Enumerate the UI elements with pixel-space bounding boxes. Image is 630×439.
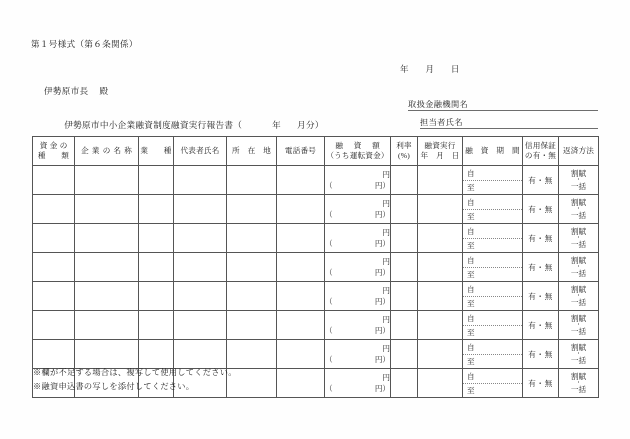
cell-loan-amount[interactable] — [325, 369, 391, 398]
cell-repayment[interactable] — [559, 369, 599, 398]
cell-company-name[interactable] — [75, 253, 139, 282]
yen-mark-top: 円 — [382, 286, 390, 295]
yen-paren-right: 円） — [374, 355, 390, 364]
footnote-1: ※欄が不足する場合は、複写して使用してください。 — [33, 368, 237, 377]
cell-guarantee[interactable]: 有・無 — [523, 340, 559, 369]
cell-address[interactable] — [227, 253, 277, 282]
repay-installment-option[interactable]: 割賦 — [570, 168, 587, 178]
col-header-address: 所 在 地 — [227, 137, 277, 166]
paren-left: （ — [325, 326, 333, 335]
table-row — [33, 340, 599, 369]
cell-guarantee[interactable]: 有・無 — [523, 282, 559, 311]
repay-lump-option[interactable]: 一括 — [570, 210, 587, 220]
paren-left: （ — [325, 297, 333, 306]
repay-separator: ・ — [575, 350, 582, 357]
period-to-row[interactable]: 至 — [467, 298, 475, 308]
period-from-row[interactable]: 自 — [463, 167, 522, 181]
cell-representative[interactable] — [174, 195, 227, 224]
date-day-label: 日 — [450, 64, 460, 74]
cell-phone[interactable] — [277, 166, 325, 195]
yen-mark-top: 円 — [382, 373, 390, 382]
cell-loan-period[interactable] — [463, 253, 523, 282]
cell-industry[interactable] — [139, 195, 174, 224]
cell-loan-amount[interactable] — [325, 282, 391, 311]
cell-representative[interactable] — [174, 311, 227, 340]
cell-fund-type[interactable] — [33, 340, 75, 369]
cell-loan-amount[interactable] — [325, 166, 391, 195]
cell-phone[interactable] — [277, 253, 325, 282]
yen-mark-top: 円 — [382, 170, 390, 179]
cell-company-name[interactable] — [75, 340, 139, 369]
cell-rate[interactable] — [391, 253, 418, 282]
cell-company-name[interactable] — [75, 224, 139, 253]
cell-guarantee[interactable]: 有・無 — [523, 166, 559, 195]
yen-paren-right: 円） — [374, 326, 390, 335]
cell-rate[interactable] — [391, 195, 418, 224]
table-row — [33, 195, 599, 224]
repay-lump-option[interactable]: 一括 — [570, 355, 587, 365]
paren-left: （ — [325, 210, 333, 219]
col-header-repayment: 返済方法 — [559, 137, 599, 166]
cell-representative[interactable] — [174, 282, 227, 311]
title-year-label: 年 — [272, 120, 282, 130]
repay-installment-option[interactable]: 割賦 — [570, 197, 587, 207]
cell-fund-type[interactable] — [33, 166, 75, 195]
title-month-suffix: 月分） — [297, 120, 324, 130]
yen-mark-top: 円 — [382, 257, 390, 266]
yen-paren-right: 円） — [374, 384, 390, 393]
col-header-company-name: 企業の名称 — [75, 137, 139, 166]
repay-lump-option[interactable]: 一括 — [570, 181, 587, 191]
col-header-phone: 電話番号 — [277, 137, 325, 166]
paren-left: （ — [325, 384, 333, 393]
paren-left: （ — [325, 181, 333, 190]
period-from-row[interactable]: 自 — [463, 370, 522, 384]
repay-separator: ・ — [575, 205, 582, 212]
repay-installment-option[interactable]: 割賦 — [570, 284, 587, 294]
yen-mark-top: 円 — [382, 199, 390, 208]
repay-installment-option[interactable]: 割賦 — [570, 255, 587, 265]
cell-fund-type[interactable] — [33, 224, 75, 253]
repay-separator: ・ — [575, 234, 582, 241]
footnote-2: ※融資申込書の写しを添付してください。 — [33, 382, 195, 391]
cell-fund-type[interactable] — [33, 195, 75, 224]
repay-lump-option[interactable]: 一括 — [570, 297, 587, 307]
col-header-guarantee: 信用保証 の有・無 — [523, 137, 559, 166]
repay-separator: ・ — [575, 176, 582, 183]
page-title — [36, 119, 352, 131]
yen-mark-top: 円 — [382, 228, 390, 237]
period-to-row[interactable]: 至 — [467, 240, 475, 250]
cell-address[interactable] — [227, 195, 277, 224]
col-header-rate: 利率 (%) — [391, 137, 418, 166]
cell-phone[interactable] — [277, 340, 325, 369]
table-body — [33, 166, 599, 398]
cell-loan-amount[interactable] — [325, 311, 391, 340]
cell-industry[interactable] — [139, 224, 174, 253]
cell-exec-date[interactable] — [418, 253, 463, 282]
cell-guarantee[interactable]: 有・無 — [523, 224, 559, 253]
date-month-label: 月 — [425, 64, 435, 74]
period-to-row[interactable]: 至 — [467, 269, 475, 279]
cell-loan-period[interactable] — [463, 340, 523, 369]
footnotes — [33, 366, 237, 394]
cell-rate[interactable] — [391, 224, 418, 253]
repay-lump-option[interactable]: 一括 — [570, 268, 587, 278]
cell-address[interactable] — [227, 282, 277, 311]
yen-paren-right: 円） — [374, 210, 390, 219]
cell-loan-amount[interactable] — [325, 340, 391, 369]
period-to-row[interactable]: 至 — [467, 356, 475, 366]
cell-loan-amount[interactable] — [325, 224, 391, 253]
repay-lump-option[interactable]: 一括 — [570, 326, 587, 336]
cell-guarantee[interactable]: 有・無 — [523, 369, 559, 398]
institution-name-field[interactable] — [408, 97, 598, 111]
repay-installment-option[interactable]: 割賦 — [570, 342, 587, 352]
cell-repayment[interactable] — [559, 340, 599, 369]
yen-paren-right: 円） — [374, 239, 390, 248]
paren-left: （ — [325, 239, 333, 248]
cell-representative[interactable] — [174, 253, 227, 282]
period-from-row[interactable]: 自 — [463, 283, 522, 297]
cell-rate[interactable] — [391, 282, 418, 311]
period-to-row[interactable]: 至 — [467, 385, 475, 395]
col-header-loan-period: 融 資 期 間 — [463, 137, 523, 166]
cell-industry[interactable] — [139, 166, 174, 195]
loan-report-table — [32, 136, 599, 398]
table-row — [33, 224, 599, 253]
cell-rate[interactable] — [391, 340, 418, 369]
repay-separator: ・ — [575, 379, 582, 386]
yen-paren-right: 円） — [374, 297, 390, 306]
cell-rate[interactable] — [391, 311, 418, 340]
repay-separator: ・ — [575, 263, 582, 270]
cell-loan-period[interactable] — [463, 282, 523, 311]
cell-address[interactable] — [227, 311, 277, 340]
yen-paren-right: 円） — [374, 268, 390, 277]
period-from-row[interactable]: 自 — [463, 254, 522, 268]
addressee-name: 伊勢原市長 — [44, 86, 89, 96]
repay-lump-option[interactable]: 一括 — [570, 239, 587, 249]
cell-rate[interactable] — [391, 166, 418, 195]
paren-left: （ — [325, 355, 333, 364]
cell-phone[interactable] — [277, 282, 325, 311]
col-header-loan-amount: 融 資 額 （うち運転資金） — [325, 137, 391, 166]
cell-guarantee[interactable]: 有・無 — [523, 311, 559, 340]
cell-exec-date[interactable] — [418, 369, 463, 398]
cell-address[interactable] — [227, 224, 277, 253]
period-from-row[interactable]: 自 — [463, 312, 522, 326]
period-from-row[interactable]: 自 — [463, 225, 522, 239]
col-header-industry: 業 種 — [139, 137, 174, 166]
yen-mark-top: 円 — [382, 315, 390, 324]
yen-paren-right: 円） — [374, 181, 390, 190]
col-header-exec-date: 融資実行 年 月 日 — [418, 137, 463, 166]
table-row — [33, 311, 599, 340]
paren-left: （ — [325, 268, 333, 277]
date-line — [400, 63, 460, 75]
cell-fund-type[interactable] — [33, 311, 75, 340]
cell-fund-type[interactable] — [33, 253, 75, 282]
cell-fund-type[interactable] — [33, 282, 75, 311]
repay-separator: ・ — [575, 292, 582, 299]
cell-company-name[interactable] — [75, 195, 139, 224]
cell-repayment[interactable] — [559, 195, 599, 224]
period-to-row[interactable]: 至 — [467, 211, 475, 221]
cell-loan-period[interactable] — [463, 195, 523, 224]
cell-representative[interactable] — [174, 340, 227, 369]
cell-exec-date[interactable] — [418, 340, 463, 369]
period-to-row[interactable]: 至 — [467, 182, 475, 192]
repay-separator: ・ — [575, 321, 582, 328]
repay-installment-option[interactable]: 割賦 — [570, 226, 587, 236]
cell-rate[interactable] — [391, 369, 418, 398]
cell-loan-amount[interactable] — [325, 253, 391, 282]
cell-repayment[interactable] — [559, 311, 599, 340]
cell-representative[interactable] — [174, 224, 227, 253]
cell-exec-date[interactable] — [418, 311, 463, 340]
repay-lump-option[interactable]: 一括 — [570, 384, 587, 394]
cell-company-name[interactable] — [75, 311, 139, 340]
cell-exec-date[interactable] — [418, 166, 463, 195]
title-prefix: 伊勢原市中小企業融資制度融資実行報告書（ — [64, 120, 243, 130]
cell-loan-period[interactable] — [463, 166, 523, 195]
repay-installment-option[interactable]: 割賦 — [570, 371, 587, 381]
yen-mark-top: 円 — [382, 344, 390, 353]
cell-industry[interactable] — [139, 311, 174, 340]
cell-address[interactable] — [227, 340, 277, 369]
cell-loan-amount[interactable] — [325, 195, 391, 224]
institution-block — [408, 97, 598, 133]
cell-representative[interactable] — [174, 166, 227, 195]
table-header-row — [33, 137, 599, 166]
cell-exec-date[interactable] — [418, 224, 463, 253]
period-from-row[interactable]: 自 — [463, 341, 522, 355]
cell-exec-date[interactable] — [418, 282, 463, 311]
cell-company-name[interactable] — [75, 166, 139, 195]
form-number: 第１号様式（第６条関係） — [31, 39, 138, 49]
date-year-label: 年 — [400, 64, 409, 74]
table-row — [33, 282, 599, 311]
addressee-honorific: 殿 — [99, 86, 109, 96]
cell-phone[interactable] — [277, 369, 325, 398]
cell-guarantee[interactable]: 有・無 — [523, 195, 559, 224]
col-header-representative: 代表者氏名 — [174, 137, 227, 166]
period-to-row[interactable]: 至 — [467, 327, 475, 337]
cell-company-name[interactable] — [75, 282, 139, 311]
contact-name-field[interactable] — [420, 115, 598, 129]
table-row — [33, 166, 599, 195]
cell-phone[interactable] — [277, 311, 325, 340]
cell-loan-period[interactable] — [463, 311, 523, 340]
cell-repayment[interactable] — [559, 166, 599, 195]
cell-repayment[interactable] — [559, 253, 599, 282]
table-row — [33, 253, 599, 282]
cell-loan-period[interactable] — [463, 224, 523, 253]
period-from-row[interactable]: 自 — [463, 196, 522, 210]
cell-phone[interactable] — [277, 224, 325, 253]
institution-name-label: 取扱金融機関名 — [408, 100, 469, 109]
repay-installment-option[interactable]: 割賦 — [570, 313, 587, 323]
cell-industry[interactable] — [139, 340, 174, 369]
contact-name-label: 担当者氏名 — [420, 118, 463, 127]
cell-loan-period[interactable] — [463, 369, 523, 398]
cell-address[interactable] — [227, 166, 277, 195]
cell-repayment[interactable] — [559, 282, 599, 311]
cell-repayment[interactable] — [559, 224, 599, 253]
cell-guarantee[interactable]: 有・無 — [523, 253, 559, 282]
cell-industry[interactable] — [139, 253, 174, 282]
col-header-fund-type: 資金の 種 類 — [33, 137, 75, 166]
cell-exec-date[interactable] — [418, 195, 463, 224]
cell-industry[interactable] — [139, 282, 174, 311]
addressee-line — [44, 85, 108, 97]
cell-phone[interactable] — [277, 195, 325, 224]
